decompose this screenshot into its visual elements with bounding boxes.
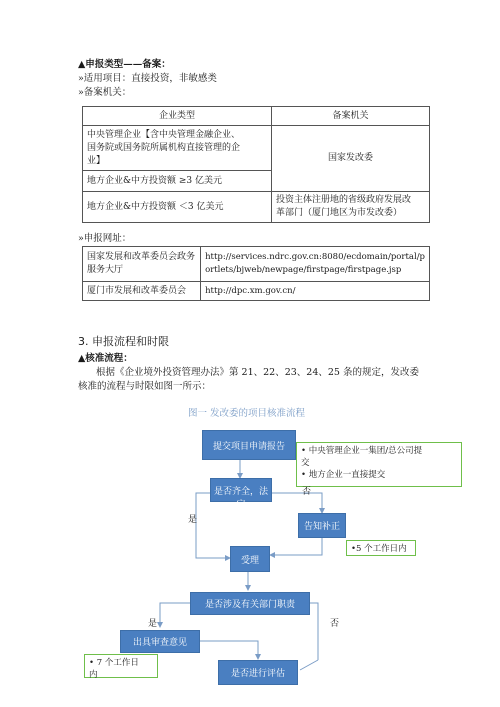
note-submission-line-1: • 中央管理企业一集团/总公司提 [301, 446, 423, 456]
ndrc-url-line-1[interactable]: http://services.ndrc.gov.cn:8080/ecdomain/portal/p [205, 252, 425, 262]
arrow-complete-to-notify [272, 493, 322, 513]
applicable-projects: »适用项目：直接投资，非敏感类 [78, 73, 217, 84]
approval-paragraph-line-1: 根据《企业境外投资管理办法》第 21、22、23、24、25 条的规定，发改委 [96, 367, 419, 378]
flow-involves-departments: 是否涉及有关部门职责 [190, 592, 310, 615]
figure-title: 图一 发改委的项目核准流程 [188, 408, 306, 419]
filing-authority-label: »备案机关： [78, 87, 132, 98]
central-line-3: 业】 [87, 155, 106, 166]
arrow-involve-yes-to-opinion [160, 603, 190, 627]
flow-label-yes-involve: 是 [148, 619, 158, 629]
flow-is-complete: 是否齐全，法定 [210, 478, 272, 502]
central-line-1: 中央管理企业【含中央管理金融企业、 [87, 129, 241, 140]
flow-accept: 受理 [230, 546, 270, 572]
website-url-xiamen[interactable]: http://dpc.xm.gov.cn/ [201, 282, 430, 301]
website-label: »申报网址： [78, 233, 132, 244]
approval-process-heading: ▲核准流程： [78, 353, 133, 364]
line-involve-no [310, 603, 318, 660]
table-header-authority: 备案机关 [272, 107, 430, 126]
table-row-local-small: 地方企业&中方投资额 ＜3 亿美元 [83, 192, 272, 223]
authority-ndrc: 国家发改委 [272, 126, 430, 192]
website-org-xiamen: 厦门市发展和改革委员会 [83, 282, 201, 301]
central-line-2: 国务院或国务院所属机构直接管理的企 [87, 142, 241, 153]
flow-note-submission [296, 442, 462, 487]
note-seven-days-line-2: 内 [89, 670, 98, 680]
note-submission-line-2: 交 [301, 458, 310, 468]
ndrc-org-line-2: 服务大厅 [87, 265, 124, 275]
section-3-title: 3. 申报流程和时限 [78, 335, 169, 348]
arrow-notify-to-accept [270, 538, 322, 555]
flow-evaluate: 是否进行评估 [218, 660, 298, 685]
flow-submit-report: 提交项目申请报告 [202, 430, 296, 460]
ndrc-url-line-2[interactable]: ortlets/bjweb/newpage/firstpage/firstpage.jsp [205, 265, 402, 275]
authority-local-line-2: 革部门（厦门地区为市发改委） [276, 208, 403, 218]
note-submission-line-3: • 地方企业一直接提交 [301, 470, 386, 480]
authority-local-line-1: 投资主体注册地的省级政府发展改 [276, 195, 412, 205]
ndrc-org-line-1: 国家发展和改革委员会政务 [87, 252, 196, 262]
flow-note-five-days: •5 个工作日内 [346, 540, 416, 556]
report-type-heading: ▲申报类型——备案： [78, 59, 171, 70]
table-row-local-large: 地方企业&中方投资额 ≥3 亿美元 [83, 171, 272, 192]
flow-label-no-involve: 否 [330, 619, 340, 629]
flow-label-no-complete: 否 [302, 487, 312, 497]
table-header-enterprise-type: 企业类型 [83, 107, 272, 126]
arrow-opinion-to-evaluate [200, 641, 258, 659]
flow-label-yes-left: 是 [188, 515, 198, 525]
line-no-to-evaluate [300, 660, 318, 670]
flow-note-seven-days [84, 654, 158, 678]
approval-paragraph-line-2: 核准的流程与时限如图一所示： [78, 381, 212, 392]
note-seven-days-line-1: • 7 个工作日 [89, 658, 139, 668]
flow-issue-opinion: 出具审查意见 [120, 630, 200, 653]
flow-notify-correction: 告知补正 [298, 513, 346, 538]
